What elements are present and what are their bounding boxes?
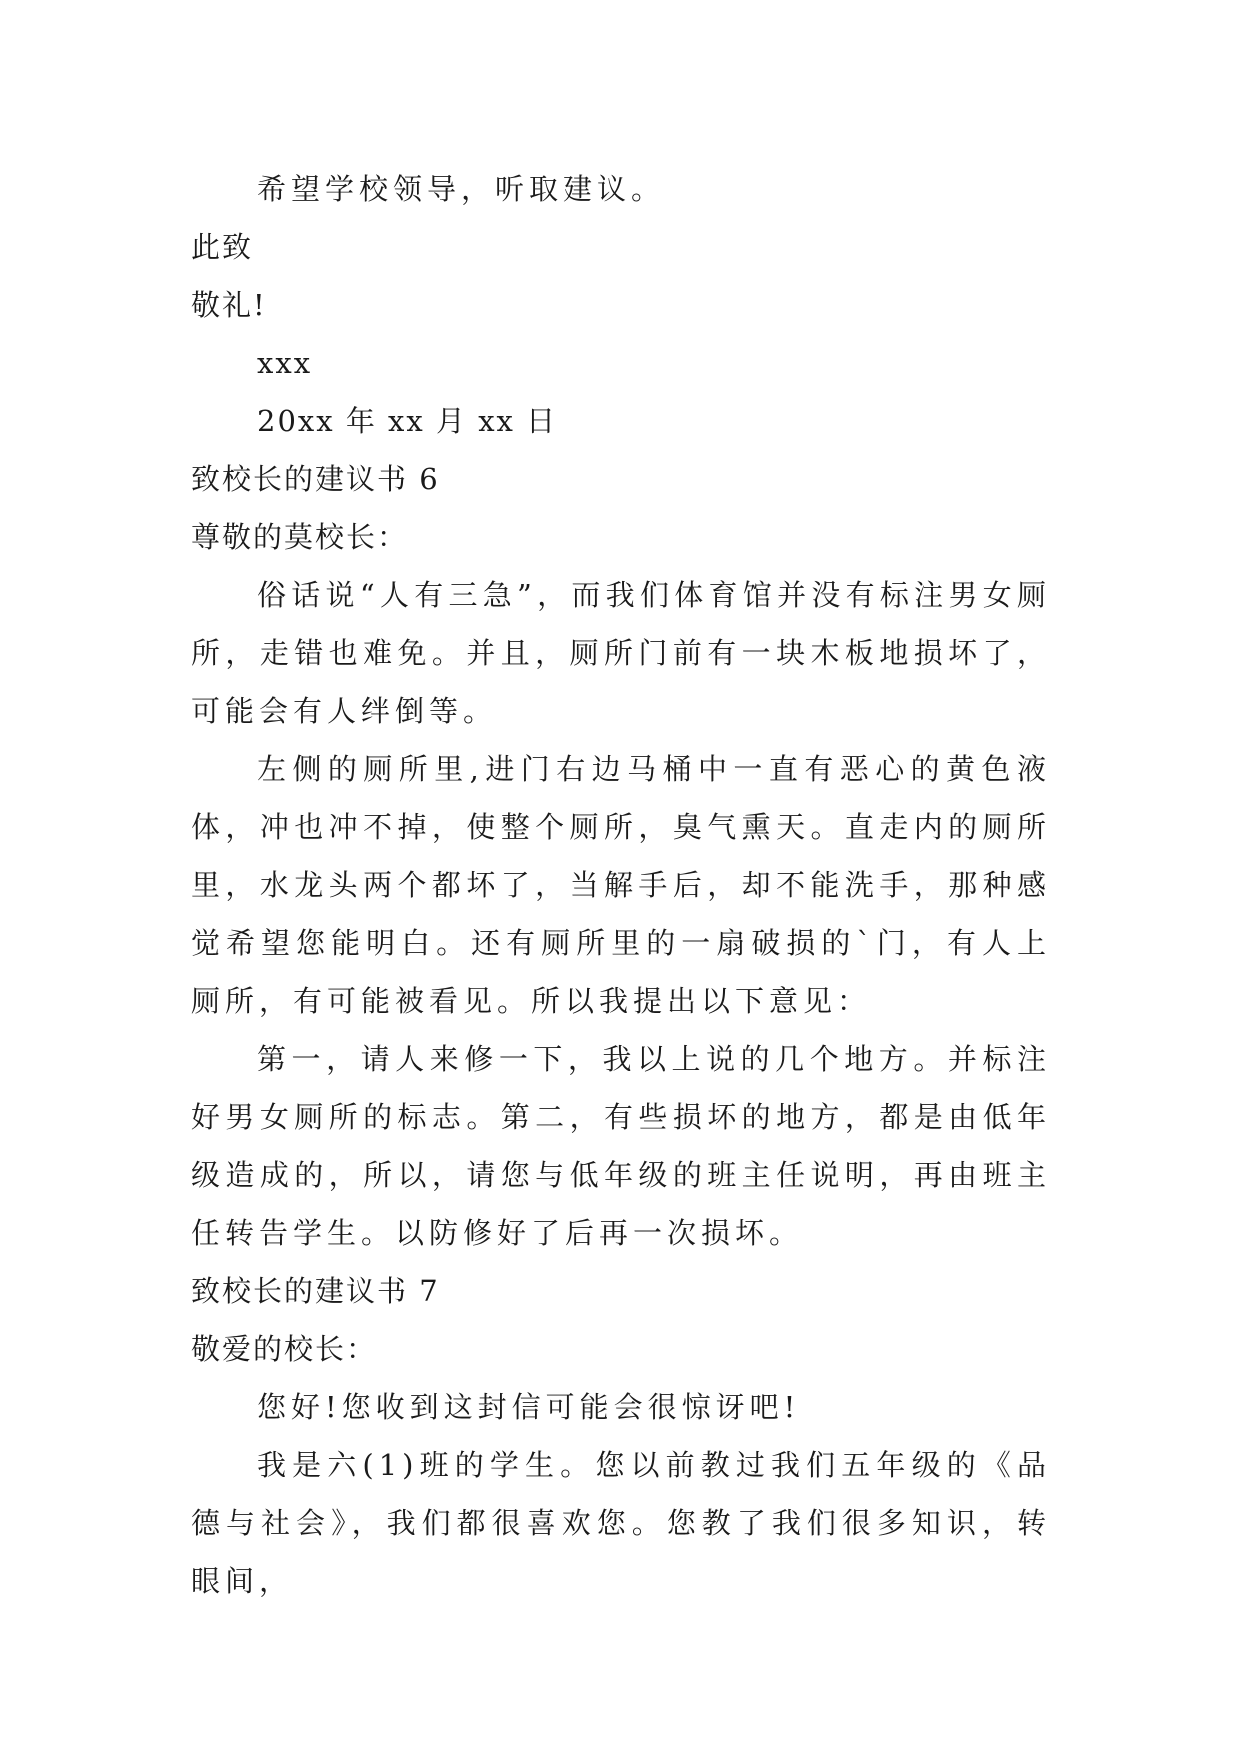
paragraph-6-1: 俗话说“人有三急”，而我们体育馆并没有标注男女厕所，走错也难免。并且，厕所门前有一块木板地损坏了，可能会有人绊倒等。: [191, 578, 1051, 728]
salutation-cizhi: 此致: [191, 230, 254, 264]
document-body: [191, 160, 1051, 1610]
section-heading-6: 致校长的建议书 6: [191, 462, 440, 496]
paragraph-6-2: 左侧的厕所里,进门右边马桶中一直有恶心的黄色液体，冲也冲不掉，使整个厕所，臭气熏天。直走内的厕所里，水龙头两个都坏了，当解手后，却不能洗手，那种感觉希望您能明白。还有厕所里的一扇破损的`门，有人上厕所，有可能被看见。所以我提出以下意见：: [191, 752, 1051, 1018]
paragraph-closing-hope: 希望学校领导，听取建议。: [257, 172, 666, 206]
letter-greeting-6: 尊敬的莫校长：: [191, 520, 409, 554]
paragraph-6-3: 第一，请人来修一下，我以上说的几个地方。并标注好男女厕所的标志。第二，有些损坏的地方，都是由低年级造成的，所以，请您与低年级的班主任说明，再由班主任转告学生。以防修好了后再一次损坏。: [191, 1042, 1051, 1250]
letter-greeting-7: 敬爱的校长：: [191, 1332, 378, 1366]
section-heading-7: 致校长的建议书 7: [191, 1274, 440, 1308]
salutation-jingli: 敬礼!: [191, 288, 267, 322]
signature-date: 20xx 年 xx 月 xx 日: [257, 404, 558, 438]
signature-name: xxx: [257, 346, 313, 380]
paragraph-7-1: 您好!您收到这封信可能会很惊讶吧!: [257, 1390, 801, 1424]
paragraph-7-2: 我是六(1)班的学生。您以前教过我们五年级的《品德与社会》，我们都很喜欢您。您教了我们很多知识，转眼间，: [191, 1448, 1051, 1598]
